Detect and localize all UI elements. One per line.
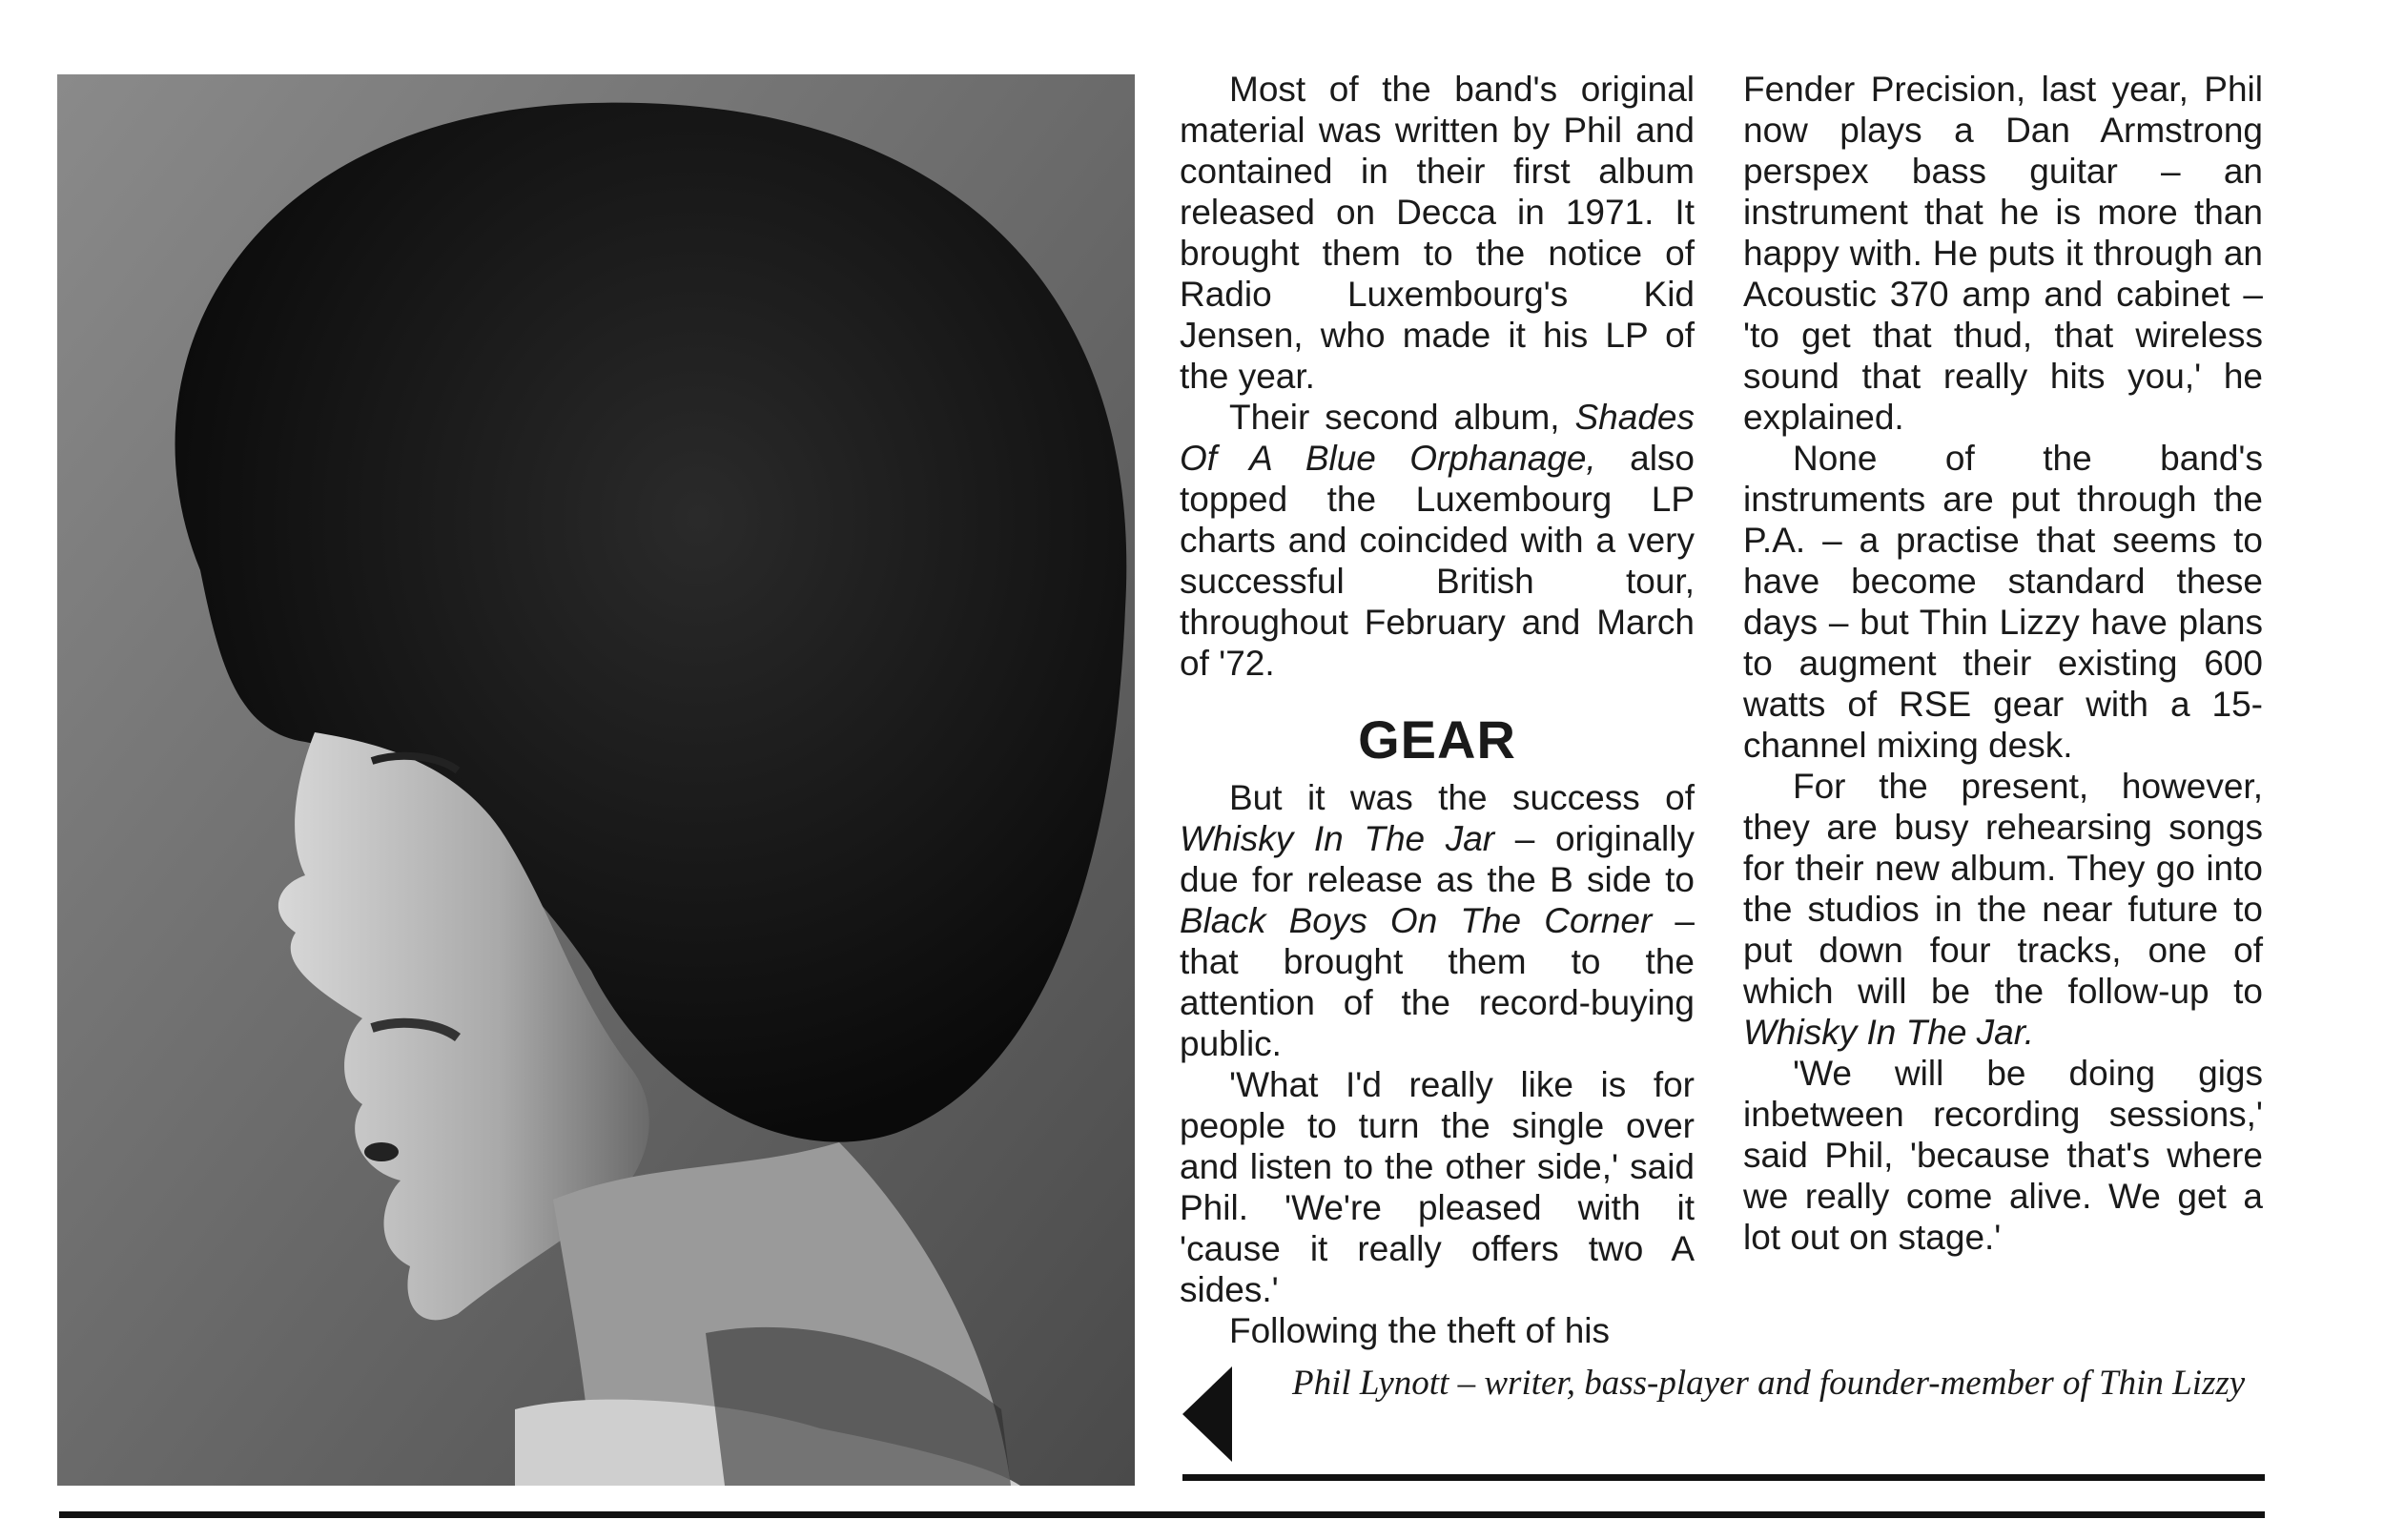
paragraph xyxy=(1180,397,1695,684)
text-run: – originally due for release as the B side to xyxy=(1180,819,1695,899)
song-title: Whisky In The Jar. xyxy=(1743,1013,2034,1052)
article-column-1 xyxy=(1180,69,1695,1351)
song-title: Whisky In The Jar xyxy=(1180,819,1495,858)
caption-divider xyxy=(1182,1474,2265,1481)
subheading: GEAR xyxy=(1358,709,1516,770)
photo-caption-block xyxy=(1182,1359,2265,1473)
left-arrow-icon xyxy=(1182,1366,1232,1462)
text-run: For the present, however, they are busy rehearsing songs for their new album. They go into the studios in the near future to put down four tracks, one of which will be the follow-up to xyxy=(1743,767,2263,1011)
paragraph xyxy=(1743,766,2263,1053)
paragraph: None of the band's instruments are put through the P.A. – a practise that seems to have become standard these days – but Thin Lizzy have plans to augment their existing 600 watts of RSE gear with a 15-channel mixing desk. xyxy=(1743,439,2263,765)
text-run: – that brought them to the attention of the record-buying public. xyxy=(1180,901,1696,1063)
album-title: Shades Of A Blue Orphanage, xyxy=(1180,398,1695,478)
article-column-2 xyxy=(1743,69,2263,1258)
paragraph: 'What I'd really like is for people to turn the single over and listen to the other side,' said Phil. 'We're pleased with it 'cause it really offers two A sides.' xyxy=(1180,1065,1695,1309)
song-title: Black Boys On The Corner xyxy=(1180,901,1653,940)
portrait-photo xyxy=(57,74,1135,1486)
text-run: Their second album, xyxy=(1229,398,1575,437)
page-bottom-divider xyxy=(59,1511,2265,1518)
text-run: also topped the Luxembourg LP charts and coincided with a very successful British tour, throughout February and March of '72. xyxy=(1180,439,1696,683)
paragraph: Most of the band's original material was written by Phil and contained in their first album released on Decca in 1971. It brought them to the notice of Radio Luxembourg's Kid Jensen, who made it his LP of the year. xyxy=(1180,70,1695,396)
paragraph: 'We will be doing gigs inbetween recording sessions,' said Phil, 'because that's where we really come alive. We get a lot out on stage.' xyxy=(1743,1054,2263,1257)
photo-caption: Phil Lynott – writer, bass-player and founder-member of Thin Lizzy xyxy=(1292,1364,2246,1403)
paragraph: Following the theft of his xyxy=(1229,1311,1610,1350)
paragraph: Fender Precision, last year, Phil now plays a Dan Armstrong perspex bass guitar – an instrument that he is more than happy with. He puts it through an Acoustic 370 amp and cabinet – 'to get that thud, that wireless sound that really hits you,' he explained. xyxy=(1743,70,2263,437)
portrait-illustration xyxy=(57,74,1135,1486)
paragraph xyxy=(1180,777,1695,1064)
text-run: But it was the success of xyxy=(1229,778,1695,817)
